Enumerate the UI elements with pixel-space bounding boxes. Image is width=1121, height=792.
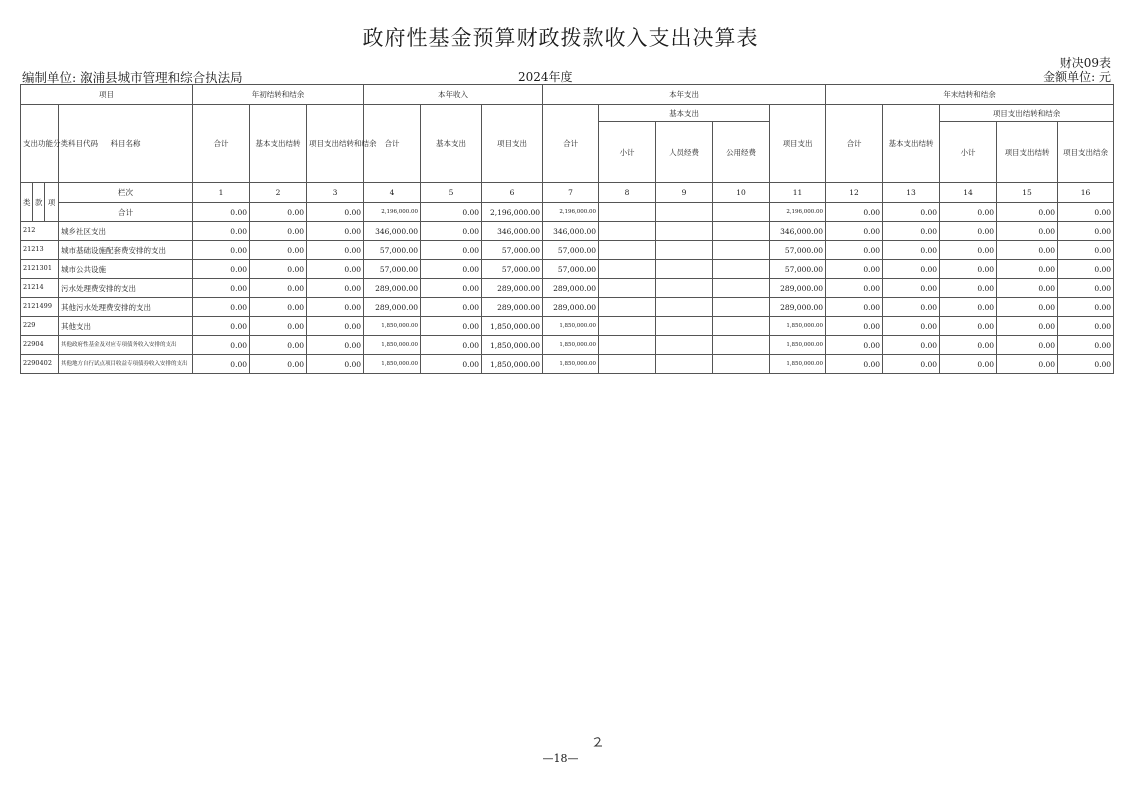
table-cell: 0.00 — [940, 241, 997, 260]
table-cell: 0.00 — [193, 260, 250, 279]
table-cell: 0.00 — [826, 336, 883, 355]
table-cell: 0.00 — [250, 355, 307, 374]
table-cell: 0.00 — [997, 317, 1058, 336]
table-row — [21, 222, 1114, 241]
subject-name: 其他支出 — [59, 317, 193, 336]
table-cell: 0.00 — [940, 260, 997, 279]
header-closing-subtotal: 小计 — [940, 122, 997, 183]
table-cell: 1,850,000.00 — [364, 336, 421, 355]
col-number: 3 — [307, 183, 364, 203]
table-cell: 57,000.00 — [482, 241, 543, 260]
table-cell: 0.00 — [883, 355, 940, 374]
header-project-expense: 项目支出 — [770, 105, 826, 183]
subject-code: 212 — [21, 222, 59, 241]
table-cell: 0.00 — [940, 203, 997, 222]
table-cell: 0.00 — [250, 279, 307, 298]
table-cell: 0.00 — [826, 241, 883, 260]
table-header — [21, 85, 1114, 222]
table-cell: 0.00 — [997, 203, 1058, 222]
table-cell — [713, 355, 770, 374]
header-opening-balance: 年初结转和结余 — [193, 85, 364, 105]
table-row — [21, 355, 1114, 374]
table-cell: 0.00 — [307, 317, 364, 336]
subject-code: 21214 — [21, 279, 59, 298]
table-cell: 289,000.00 — [364, 298, 421, 317]
table-cell: 0.00 — [826, 260, 883, 279]
table-cell — [599, 355, 656, 374]
table-cell: 0.00 — [250, 298, 307, 317]
header-subject-name: 科目名称 — [59, 105, 193, 183]
table-cell: 1,850,000.00 — [543, 355, 599, 374]
table-cell: 0.00 — [940, 317, 997, 336]
table-cell: 0.00 — [307, 298, 364, 317]
table-cell: 0.00 — [826, 279, 883, 298]
table-cell: 0.00 — [307, 222, 364, 241]
total-label: 合计 — [59, 203, 193, 222]
header-personnel: 人员经费 — [656, 122, 713, 183]
header-opening-basic-carry: 基本支出结转 — [250, 105, 307, 183]
header-closing-total: 合计 — [826, 105, 883, 183]
table-cell: 1,850,000.00 — [770, 336, 826, 355]
subject-code: 2121301 — [21, 260, 59, 279]
table-cell — [713, 298, 770, 317]
col-number: 16 — [1058, 183, 1114, 203]
header-project-balance: 项目支出结余 — [1058, 122, 1114, 183]
table-cell: 0.00 — [250, 260, 307, 279]
table-row — [21, 241, 1114, 260]
table-cell: 0.00 — [1058, 222, 1114, 241]
fiscal-year: 2024年度 — [518, 70, 573, 84]
table-cell: 0.00 — [421, 222, 482, 241]
table-cell: 0.00 — [307, 203, 364, 222]
table-cell: 57,000.00 — [770, 260, 826, 279]
table-cell: 0.00 — [883, 336, 940, 355]
subject-name: 城乡社区支出 — [59, 222, 193, 241]
table-cell: 0.00 — [940, 279, 997, 298]
table-cell: 0.00 — [250, 317, 307, 336]
table-cell: 1,850,000.00 — [482, 336, 543, 355]
table-cell: 0.00 — [1058, 336, 1114, 355]
table-cell: 0.00 — [193, 355, 250, 374]
form-number: 财决09表 — [1059, 56, 1111, 70]
subject-name: 其他污水处理费安排的支出 — [59, 298, 193, 317]
table-cell: 2,196,000.00 — [364, 203, 421, 222]
col-number: 7 — [543, 183, 599, 203]
table-cell — [656, 355, 713, 374]
col-number: 14 — [940, 183, 997, 203]
page-number: —18— — [542, 752, 579, 765]
table-row — [21, 336, 1114, 355]
table-cell: 289,000.00 — [482, 298, 543, 317]
col-number: 15 — [997, 183, 1058, 203]
table-cell: 0.00 — [940, 355, 997, 374]
table-row — [21, 317, 1114, 336]
table-cell: 1,850,000.00 — [364, 355, 421, 374]
table-cell: 0.00 — [997, 279, 1058, 298]
currency-unit: 金额单位: 元 — [1043, 70, 1111, 84]
table-cell — [713, 260, 770, 279]
subject-code: 229 — [21, 317, 59, 336]
col-number: 8 — [599, 183, 656, 203]
table-cell: 0.00 — [421, 203, 482, 222]
table-cell: 0.00 — [193, 241, 250, 260]
table-cell — [713, 203, 770, 222]
header-function-code: 支出功能分类科目代码 — [21, 105, 59, 183]
table-cell: 289,000.00 — [770, 279, 826, 298]
table-cell: 0.00 — [826, 298, 883, 317]
header-annual-income: 本年收入 — [364, 85, 543, 105]
col-number: 13 — [883, 183, 940, 203]
table-cell: 1,850,000.00 — [770, 317, 826, 336]
table-body — [21, 222, 1114, 374]
table-cell: 289,000.00 — [364, 279, 421, 298]
table-cell: 0.00 — [193, 203, 250, 222]
header-lanci: 栏次 — [59, 183, 193, 203]
table-cell: 0.00 — [307, 355, 364, 374]
table-cell — [599, 203, 656, 222]
subject-code: 2121499 — [21, 298, 59, 317]
table-cell: 0.00 — [1058, 260, 1114, 279]
col-number: 6 — [482, 183, 543, 203]
col-number: 4 — [364, 183, 421, 203]
table-cell: 0.00 — [250, 222, 307, 241]
table-cell: 0.00 — [940, 336, 997, 355]
table-cell: 0.00 — [1058, 279, 1114, 298]
subject-name: 其他地方自行试点项目收益专项债券收入安排的支出 — [59, 355, 193, 374]
table-cell: 0.00 — [193, 336, 250, 355]
table-cell: 57,000.00 — [364, 260, 421, 279]
table-cell — [656, 222, 713, 241]
page-title: 政府性基金预算财政拨款收入支出决算表 — [362, 26, 759, 50]
table-cell: 0.00 — [193, 279, 250, 298]
table-cell: 1,850,000.00 — [543, 317, 599, 336]
table-cell: 0.00 — [997, 241, 1058, 260]
table-cell: 0.00 — [250, 336, 307, 355]
table-cell: 0.00 — [940, 298, 997, 317]
reporting-unit: 编制单位: 溆浦县城市管理和综合执法局 — [22, 70, 243, 85]
subject-name: 城市基础设施配套费安排的支出 — [59, 241, 193, 260]
table-cell: 0.00 — [997, 298, 1058, 317]
table-cell: 0.00 — [1058, 317, 1114, 336]
table-cell — [713, 317, 770, 336]
subject-code: 22904 — [21, 336, 59, 355]
table-cell: 346,000.00 — [482, 222, 543, 241]
table-cell — [656, 279, 713, 298]
table-cell: 0.00 — [1058, 355, 1114, 374]
table-cell: 57,000.00 — [543, 260, 599, 279]
header-public: 公用经费 — [713, 122, 770, 183]
table-row — [21, 298, 1114, 317]
table-cell: 0.00 — [826, 222, 883, 241]
table-cell — [599, 241, 656, 260]
table-cell — [599, 260, 656, 279]
table-cell — [599, 336, 656, 355]
table-cell: 0.00 — [997, 260, 1058, 279]
table-cell — [656, 203, 713, 222]
table-cell: 0.00 — [883, 241, 940, 260]
header-income-total: 合计 — [364, 105, 421, 183]
table-cell: 0.00 — [193, 222, 250, 241]
table-cell: 0.00 — [940, 222, 997, 241]
table-cell: 57,000.00 — [770, 241, 826, 260]
header-xiang: 项 — [45, 183, 59, 222]
fund-budget-table — [20, 84, 1114, 374]
col-number: 1 — [193, 183, 250, 203]
table-cell: 0.00 — [421, 279, 482, 298]
table-cell: 0.00 — [1058, 241, 1114, 260]
table-cell — [713, 241, 770, 260]
table-cell: 0.00 — [421, 336, 482, 355]
table-row — [21, 260, 1114, 279]
table-cell: 0.00 — [997, 336, 1058, 355]
header-income-basic: 基本支出 — [421, 105, 482, 183]
table-cell: 0.00 — [421, 317, 482, 336]
table-cell: 1,850,000.00 — [482, 317, 543, 336]
table-cell: 57,000.00 — [364, 241, 421, 260]
header-closing-project-carry: 项目支出结转和结余 — [940, 105, 1114, 122]
header-income-project: 项目支出 — [482, 105, 543, 183]
table-cell: 0.00 — [421, 241, 482, 260]
table-cell: 0.00 — [1058, 203, 1114, 222]
table-cell: 346,000.00 — [543, 222, 599, 241]
header-project-carry: 项目支出结转 — [997, 122, 1058, 183]
table-cell: 0.00 — [883, 222, 940, 241]
table-cell: 0.00 — [826, 203, 883, 222]
header-basic-expense: 基本支出 — [599, 105, 770, 122]
table-cell: 0.00 — [883, 279, 940, 298]
table-cell — [713, 222, 770, 241]
subject-code: 2290402 — [21, 355, 59, 374]
table-cell: 0.00 — [421, 355, 482, 374]
table-cell — [656, 241, 713, 260]
table-cell: 1,850,000.00 — [482, 355, 543, 374]
header-kuan: 款 — [33, 183, 45, 222]
table-cell: 2,196,000.00 — [482, 203, 543, 222]
col-number: 11 — [770, 183, 826, 203]
table-cell — [599, 279, 656, 298]
subject-name: 其他政府性基金及对应专项债务收入安排的支出 — [59, 336, 193, 355]
header-opening-project-carry: 项目支出结转和结余 — [307, 105, 364, 183]
table-row — [21, 279, 1114, 298]
table-cell: 289,000.00 — [770, 298, 826, 317]
table-cell — [656, 317, 713, 336]
table-cell — [656, 298, 713, 317]
table-cell — [656, 336, 713, 355]
table-cell: 0.00 — [826, 355, 883, 374]
table-cell: 0.00 — [997, 355, 1058, 374]
header-annual-expense: 本年支出 — [543, 85, 826, 105]
table-cell: 0.00 — [250, 203, 307, 222]
table-cell — [599, 317, 656, 336]
table-cell: 0.00 — [883, 203, 940, 222]
table-cell: 0.00 — [307, 336, 364, 355]
col-number: 12 — [826, 183, 883, 203]
col-number: 10 — [713, 183, 770, 203]
table-cell: 57,000.00 — [543, 241, 599, 260]
table-cell: 0.00 — [421, 298, 482, 317]
table-cell: 0.00 — [193, 298, 250, 317]
table-cell: 289,000.00 — [543, 298, 599, 317]
table-cell: 57,000.00 — [482, 260, 543, 279]
table-cell: 1,850,000.00 — [543, 336, 599, 355]
table-cell — [599, 222, 656, 241]
handwritten-mark — [592, 736, 604, 748]
header-expense-total: 合计 — [543, 105, 599, 183]
col-number: 5 — [421, 183, 482, 203]
table-cell: 0.00 — [193, 317, 250, 336]
subject-name: 污水处理费安排的支出 — [59, 279, 193, 298]
table-cell: 1,850,000.00 — [364, 317, 421, 336]
header-closing-basic-carry: 基本支出结转 — [883, 105, 940, 183]
subject-name: 城市公共设施 — [59, 260, 193, 279]
table-cell: 0.00 — [826, 317, 883, 336]
table-cell: 289,000.00 — [543, 279, 599, 298]
table-cell: 1,850,000.00 — [770, 355, 826, 374]
table-cell: 2,196,000.00 — [770, 203, 826, 222]
table-cell: 0.00 — [421, 260, 482, 279]
table-cell: 0.00 — [307, 279, 364, 298]
table-cell: 0.00 — [883, 260, 940, 279]
table-cell: 0.00 — [883, 317, 940, 336]
table-cell: 0.00 — [250, 241, 307, 260]
table-cell — [656, 260, 713, 279]
table-cell: 289,000.00 — [482, 279, 543, 298]
header-basic-subtotal: 小计 — [599, 122, 656, 183]
table-cell — [713, 336, 770, 355]
table-cell: 0.00 — [1058, 298, 1114, 317]
subject-code: 21213 — [21, 241, 59, 260]
header-closing-balance: 年末结转和结余 — [826, 85, 1114, 105]
col-number: 9 — [656, 183, 713, 203]
table-cell — [599, 298, 656, 317]
table-cell: 0.00 — [883, 298, 940, 317]
header-lei: 类 — [21, 183, 33, 222]
table-cell: 346,000.00 — [770, 222, 826, 241]
table-cell: 346,000.00 — [364, 222, 421, 241]
table-cell: 0.00 — [997, 222, 1058, 241]
header-item: 项目 — [21, 85, 193, 105]
table-cell: 2,196,000.00 — [543, 203, 599, 222]
table-cell: 0.00 — [307, 260, 364, 279]
table-cell: 0.00 — [307, 241, 364, 260]
header-opening-total: 合计 — [193, 105, 250, 183]
col-number: 2 — [250, 183, 307, 203]
table-cell — [713, 279, 770, 298]
